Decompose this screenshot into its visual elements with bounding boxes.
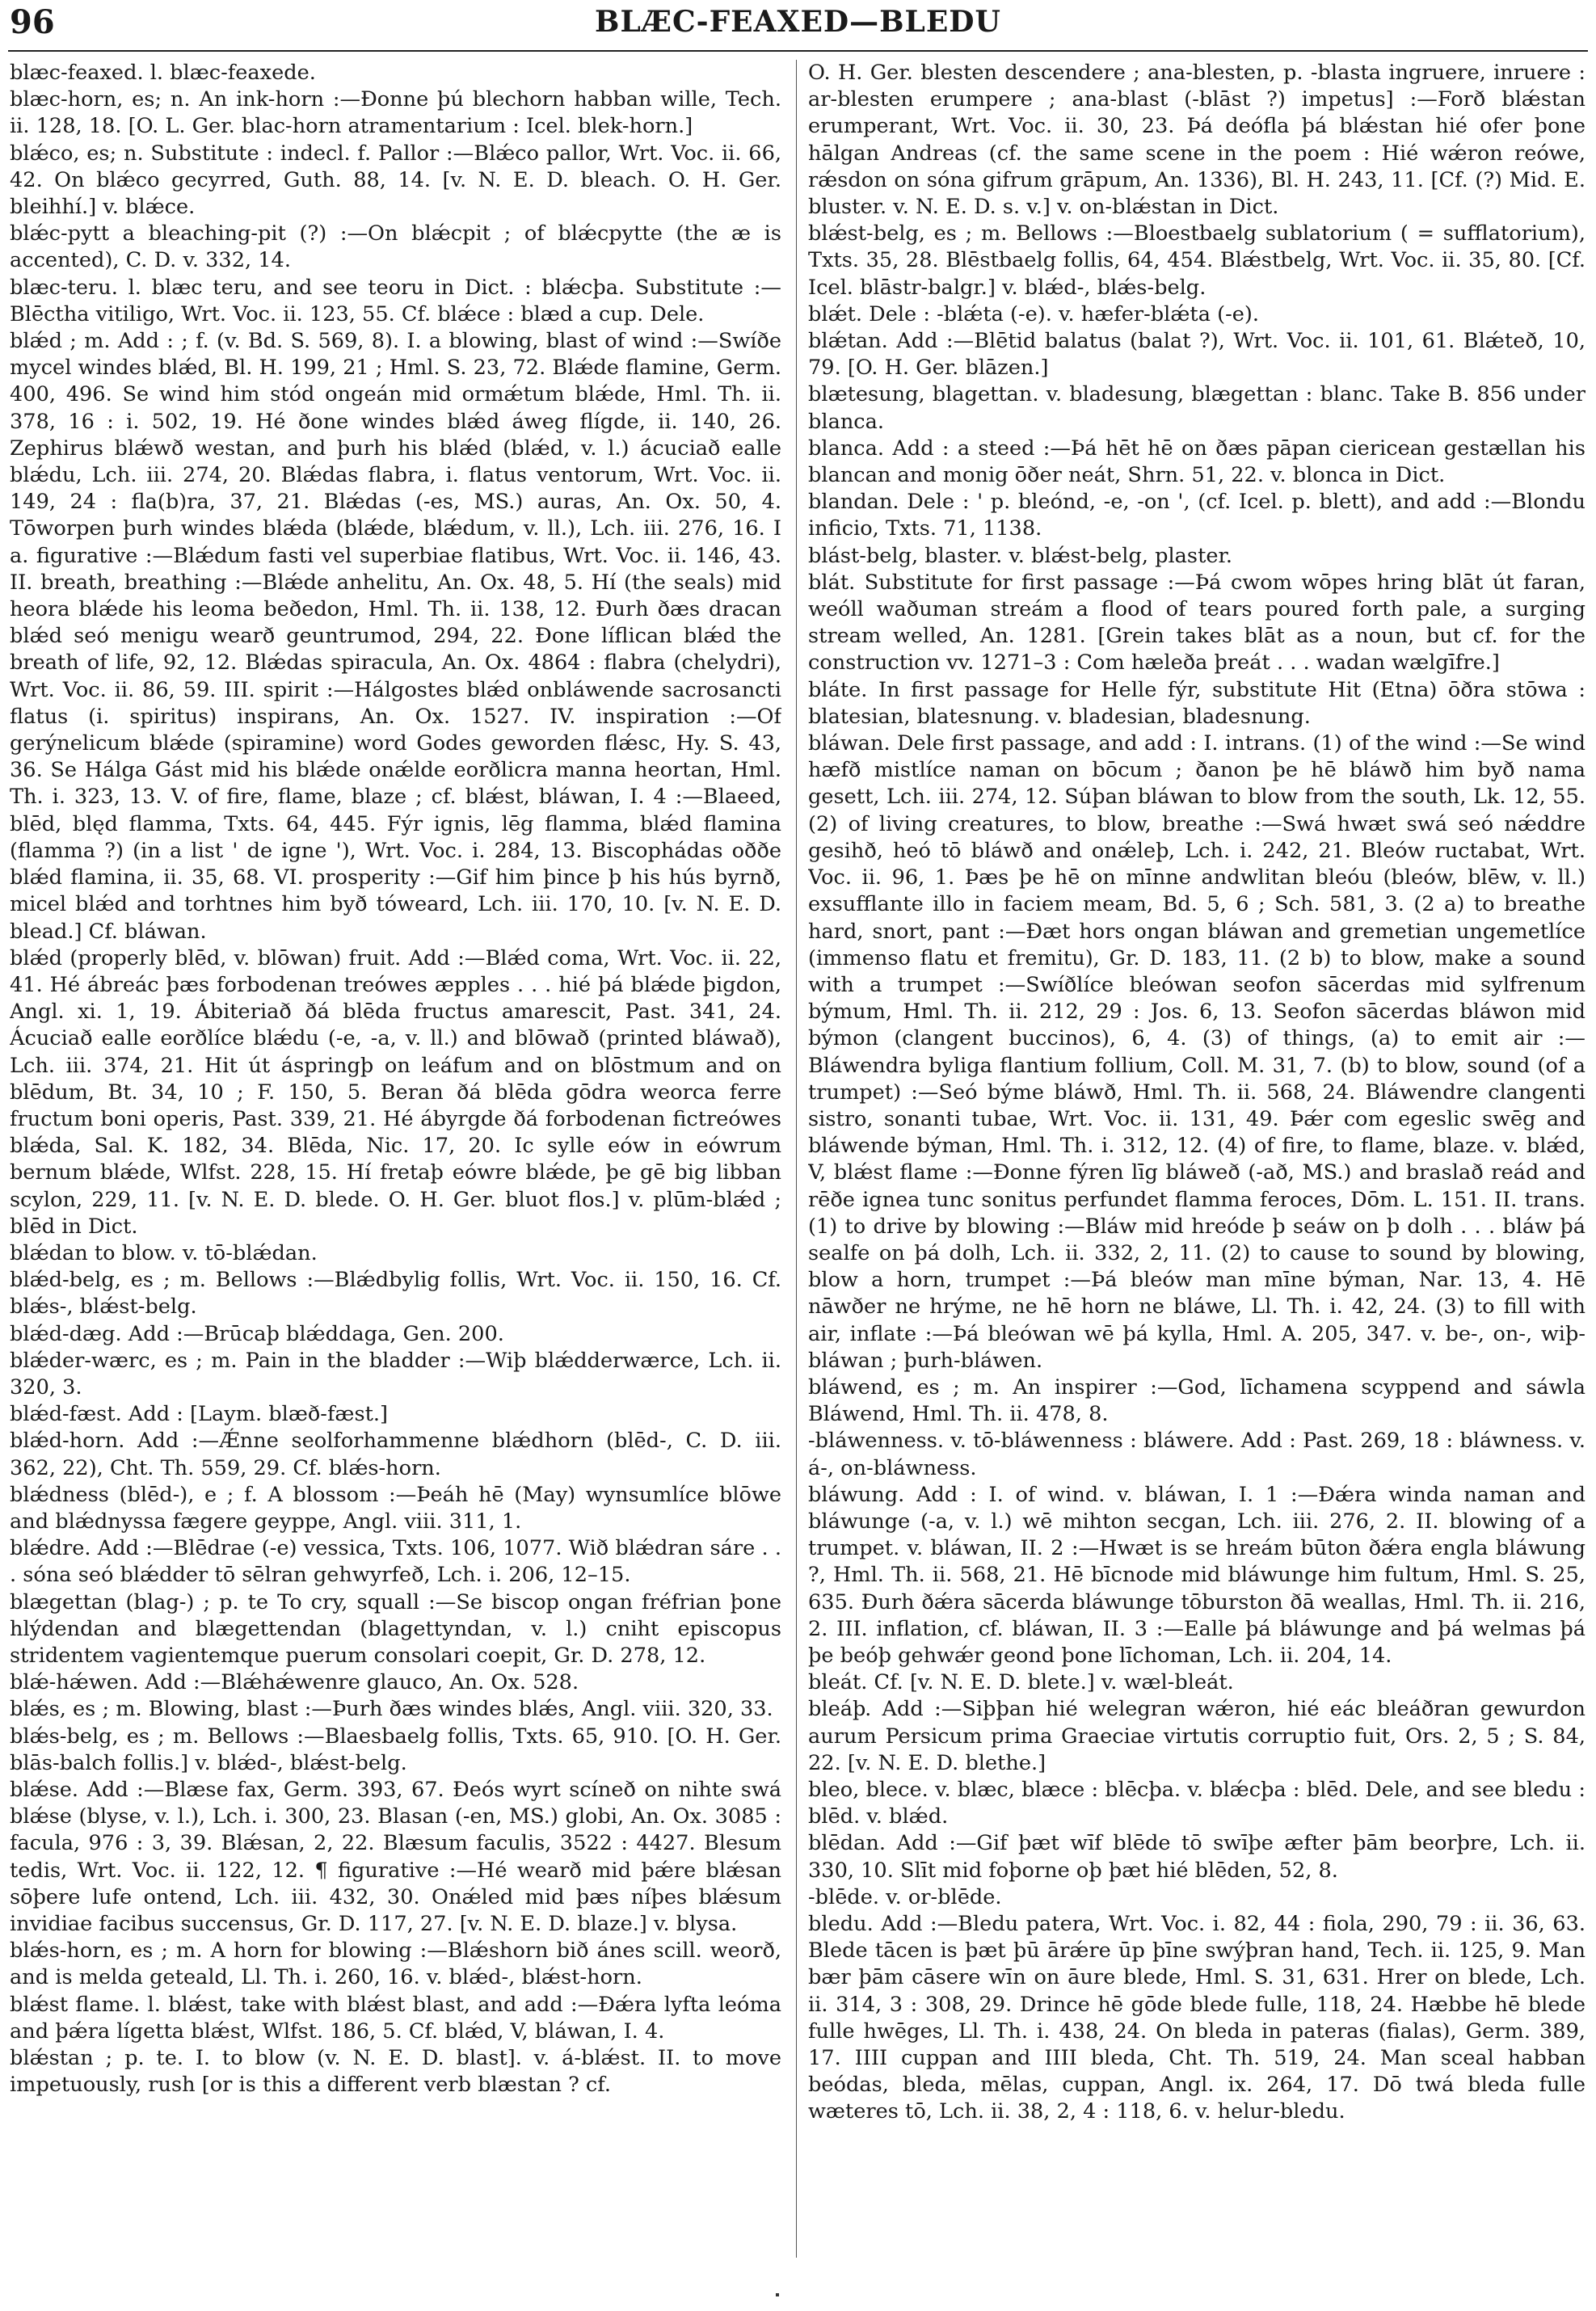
page-number: 96: [10, 3, 55, 41]
footer-mark: [776, 2293, 779, 2296]
entry-blaed-daeg: blǽd-dæg. Add :—Brūcaþ blǽddaga, Gen. 200.: [10, 1321, 504, 1346]
entry-bleo-blece: bleo, blece. v. blæc, blæce : blēcþa. v. blǽcþa : blēd. Dele, and see bledu : blēd. v. blǽd.: [808, 1778, 1585, 1829]
entry-blede: -blēde. v. or-blēde.: [808, 1884, 1002, 1909]
entry-blaet: blǽt. Dele : -blǽta (-e). v. hæfer-blǽta (-e).: [808, 301, 1260, 326]
entry-blanca: blanca. Add : a steed :—Þá hēt hē on ðæs pāpan ciericean gestællan his blancan and monig ōðer neát, Shrn. 51, 22. v. blonca in Dict.: [808, 436, 1585, 488]
entry-blawenness: -bláwenness. v. tō-bláwenness : bláwere. Add : Past. 269, 18 : bláwness. v. á-, on-bláwness.: [808, 1429, 1585, 1480]
entry-blaedre: blǽdre. Add :—Blēdrae (-e) vessica, Txts. 106, 1077. Wið blǽdran sáre . . . sóna seó blǽdder tō sēlran gehwyrfeð, Lch. i. 206, 12–15.: [10, 1536, 781, 1588]
entry-blaeco: blǽco, es; n. Substitute : indecl. f. Pallor :—Blǽco pallor, Wrt. Voc. ii. 66, 42. On blǽco gecyrred, Guth. 88, 14. [v. N. E. D. bleach. O. H. Ger. bleihhí.] v. blǽce.: [10, 141, 781, 220]
left-column: [10, 60, 781, 2274]
entry-blaestan: blǽstan ; p. te. I. to blow (v. N. E. D. blast]. v. á-blǽst. II. to move impetuously, rush [or is this a different verb blæstan ? cf.: [10, 2046, 781, 2098]
entry-blaeder-waerc: blǽder-wærc, es ; m. Pain in the bladder :—Wiþ blǽdderwærce, Lch. ii. 320, 3.: [10, 1348, 781, 1400]
entry-blaese: blǽse. Add :—Blæse fax, Germ. 393, 67. Ðeós wyrt scíneð on nihte swá blǽse (blyse, v. l.), Lch. i. 300, 23. Blasan (-en, MS.) globi, An. Ox. 3085 : facula, 976 : 3, 39. Blǽsan, 2, 22. Blæsum faculis, 3522 : 4427. Blesum tedis, Wrt. Voc. ii. 122, 12. ¶ figurative :—Hé wearð mid þǽre blǽsan sōþere lufe ontend, Lch. iii. 432, 30. Onǽled mid þæs níþes blǽsum invidiae facibus succensus, Gr. D. 117, 27. [v. N. E. D. blaze.] v. blysa.: [10, 1778, 781, 1937]
entry-blaest-belg: blǽst-belg, es ; m. Bellows :—Bloestbaelg sublatorium ( = sufflatorium), Txts. 35, 28. Blēstbaelg follis, 64, 454. Blǽstbelg, Wrt. Voc. ii. 35, 80. [Cf. Icel. blāstr-balgr.] v. blǽd-, blǽs-belg.: [808, 221, 1585, 300]
entry-blast-belg: blást-belg, blaster. v. blǽst-belg, plaster.: [808, 543, 1233, 568]
entry-blaed-faest: blǽd-fæst. Add : [Laym. blæð-fæst.]: [10, 1402, 389, 1427]
entry-blaec-horn: blæc-horn, es; n. An ink-horn :—Ðonne þú blechorn habban wille, Tech. ii. 128, 18. [O. L. Ger. blac-horn atramentarium : Icel. blek-horn.]: [10, 87, 781, 139]
entry-blawend: bláwend, es ; m. An inspirer :—God, līchamena scyppend and sáwla Bláwend, Hml. Th. ii. 478, 8.: [808, 1374, 1585, 1427]
entry-blaest-flame: blǽst flame. l. blǽst, take with blǽst blast, and add :—Ðǽra lyfta leóma and þǽra lígetta blǽst, Wlfst. 186, 5. Cf. blǽd, V, bláwan, I. 4.: [10, 1992, 781, 2044]
entry-blaed-horn: blǽd-horn. Add :—Ǽnne seolforhammenne blǽdhorn (blēd-, C. D. iii. 362, 22), Cht. Th. 559, 29. Cf. blǽs-horn.: [10, 1429, 781, 1480]
entry-blaedness: blǽdness (blēd-), e ; f. A blossom :—Þeáh hē (May) wynsumlíce blōwe and blǽdnyssa fægere geyppe, Angl. viii. 311, 1.: [10, 1482, 781, 1534]
entry-blaestan-cont: O. H. Ger. blesten descendere ; ana-blesten, p. -blasta ingruere, inruere : ar-blesten erumpere ; ana-blast (-blāst ?) impetus] :—Forð blǽstan erumperant, Wrt. Voc. ii. 30, 23. Þá deófla þá blǽstan hié ofer þone hālgan Andreas (cf. the same scene in the poem : Hié wǽron reówe, rǽsdon on sóna gifrum grāpum, An. 1336), Bl. H. 243, 11. [Cf. (?) Mid. E. bluster. v. N. E. D. s. v.] v. on-blǽstan in Dict.: [808, 61, 1585, 220]
entry-blaec-feaxed: blæc-feaxed. l. blæc-feaxede.: [10, 61, 316, 85]
entry-bledan: blēdan. Add :—Gif þæt wīf blēde tō swīþe æfter þām beorþre, Lch. ii. 330, 10. Slīt mid foþorne oþ þæt hié blēden, 52, 8.: [808, 1831, 1585, 1883]
entry-blaes-belg: blǽs-belg, es ; m. Bellows :—Blaesbaelg follis, Txts. 65, 910. [O. H. Ger. blās-balch follis.] v. blǽd-, blǽst-belg.: [10, 1724, 781, 1775]
entry-blandan: blandan. Dele : ' p. bleónd, -e, -on ', (cf. Icel. p. blett), and add :—Blondu inficio, Txts. 71, 1138.: [808, 490, 1585, 541]
entry-bleath: bleáþ. Add :—Siþþan hié welegran wǽron, hié eác bleáðran gewurdon aurum Persicum prima Graeciae virtutis corruptio fuit, Ors. 2, 5 ; S. 84, 22. [v. N. E. D. blethe.]: [808, 1697, 1585, 1775]
running-head: BLÆC-FEAXED—BLEDU: [595, 5, 1001, 39]
entry-blaed-fruit: blǽd (properly blēd, v. blōwan) fruit. Add :—Blǽd coma, Wrt. Voc. ii. 22, 41. Hé ábreác þæs forbodenan treówes æpples . . . hié þá blǽde þigdon, Angl. xi. 1, 19. Ábiteriað ðá blēda fructus amarescit, Past. 341, 24. Ácuciað ealle eorðlíce blǽdu (-e, -a, v. ll.) and blōwað (printed bláwað), Lch. iii. 374, 21. Hit út áspringþ on leáfum and on blōstmum and on blēdum, Bt. 34, 10 ; F. 150, 5. Beran ðá blēda gōdra weorca ferre fructum boni operis, Past. 339, 21. Hé ábyrgde ðá forbodenan fictreówes blǽda, Sal. K. 182, 34. Blēda, Nic. 17, 20. Ic sylle eów in eówrum bernum blǽde, Wlfst. 228, 15. Hí fretaþ eówre blǽde, þe gē big libban scylon, 229, 11. [v. N. E. D. blede. O. H. Ger. bluot flos.] v. plūm-blǽd ; blēd in Dict.: [10, 945, 781, 1239]
entry-blaedan: blǽdan to blow. v. tō-blǽdan.: [10, 1240, 318, 1265]
entry-blate: bláte. In first passage for Helle fýr, substitute Hit (Etna) ōðra stōwa : blatesian, blatesnung. v. bladesian, bladesnung.: [808, 677, 1585, 729]
entry-blaetesung: blætesung, blagettan. v. bladesung, blægettan : blanc. Take B. 856 under blanca.: [808, 382, 1585, 434]
entry-blaed-blast: blǽd ; m. Add : ; f. (v. Bd. S. 569, 8). I. a blowing, blast of wind :—Swíðe mycel windes blǽd, Bl. H. 199, 21 ; Hml. S. 23, 72. Blǽde flamine, Germ. 400, 496. Se wind him stód ongeán mid ormǽtum blǽde, Hml. Th. ii. 378, 16 : i. 502, 19. Hé ðone windes blǽd áweg flígde, ii. 140, 26. Zephirus blǽwð westan, and þurh his blǽd (blǽd, v. l.) ácuciað ealle blǽdu, Lch. iii. 274, 20. Blǽdas flabra, i. flatus ventorum, Wrt. Voc. ii. 149, 24 : fla(b)ra, 37, 21. Blǽdas (-es, MS.) auras, An. Ox. 50, 4. Tōworpen þurh windes blǽda (blǽde, blǽdum, v. ll.), Lch. iii. 276, 16. I a. figurative :—Blǽdum fasti vel superbiae flatibus, Wrt. Voc. ii. 146, 43. II. breath, breathing :—Blǽde anhelitu, An. Ox. 48, 5. Hí (the seals) mid heora blǽde his leoma beðedon, Hml. Th. ii. 138, 12. Ðurh ðæs dracan blǽd seó menigu wearð geuntrumod, 294, 22. Ðone líflican blǽd the breath of life, 92, 12. Blǽdas spiracula, An. Ox. 4864 : flabra (chelydri), Wrt. Voc. ii. 86, 59. III. spirit :—Hálgostes blǽd onbláwende sacrosancti flatus (i. spiritus) inspirans, An. Ox. 1527. IV. inspiration :—Of gerýnelicum blǽde (spiramine) word Godes geworden flǽsc, Hy. S. 43, 36. Se Hálga Gást mid his blǽde onǽlde eorðlicra manna heortan, Hml. Th. i. 323, 13. V. of fire, flame, blaze ; cf. blǽst, bláwan, I. 4 :—Blaeed, blēd, blęd flamma, Txts. 64, 445. Fýr ignis, lēg flamma, blǽd flamina (flamma ?) (in a list ' de igne '), Wrt. Voc. i. 284, 13. Biscophádas oððe blǽd flamina, ii. 35, 68. VI. prosperity :—Gif him þince þ his hús byrnð, micel blǽd and torhtnes him byð tóweard, Lch. iii. 170, 10. [v. N. E. D. blead.] Cf. bláwan.: [10, 329, 781, 944]
entry-blaed-belg: blǽd-belg, es ; m. Bellows :—Blǽdbylig follis, Wrt. Voc. ii. 150, 16. Cf. blǽs-, blǽst-belg.: [10, 1268, 781, 1320]
column-divider: [796, 60, 797, 2258]
entry-blaes: blǽs, es ; m. Blowing, blast :—Þurh ðæs windes blǽs, Angl. viii. 320, 33.: [10, 1697, 773, 1722]
entry-blae-haewen: blǽ-hǽwen. Add :—Blǽhǽwenre glauco, An. Ox. 528.: [10, 1670, 579, 1695]
entry-blaec-pytt: blǽc-pytt a bleaching-pit (?) :—On blǽcpit ; of blǽcpytte (the æ is accented), C. D. v. 332, 14.: [10, 221, 781, 273]
entry-blaec-teru: blæc-teru. l. blæc teru, and see teoru in Dict. : blǽcþa. Substitute :—Blēctha vitiligo, Wrt. Voc. ii. 123, 55. Cf. blǽce : blæd a cup. Dele.: [10, 275, 781, 326]
entry-bledu: bledu. Add :—Bledu patera, Wrt. Voc. i. 82, 44 : fiola, 290, 79 : ii. 36, 63. Blede tācen is þæt þū ārǽre ūp þīne swýþran hand, Tech. ii. 125, 9. Man bær þām cāsere wīn on āure blede, Hml. S. 31, 631. Hrer on blede, Lch. ii. 314, 3 : 308, 29. Drince hē gōde blede fulle, 118, 24. Hæbbe hē blede fulle hwēges, Ll. Th. i. 438, 24. On bleda in pateras (fialas), Germ. 389, 17. IIII cuppan and IIII bleda, Cht. Th. 519, 24. Man sceal habban beódas, bleda, mēlas, cuppan, Angl. ix. 264, 17. Dō twá bleda fulle wæteres tō, Lch. ii. 38, 2, 4 : 118, 6. v. helur-bledu.: [808, 1912, 1585, 2124]
entry-blaetan: blǽtan. Add :—Blētid balatus (balat ?), Wrt. Voc. ii. 101, 61. Blǽteð, 10, 79. [O. H. Ger. blāzen.]: [808, 329, 1585, 381]
entry-bleat: bleát. Cf. [v. N. E. D. blete.] v. wæl-bleát.: [808, 1670, 1234, 1695]
right-column: [808, 60, 1585, 2274]
entry-blat: blát. Substitute for first passage :—Þá cwom wōpes hring blāt út faran, weóll waðuman streám a flood of tears poured forth pale, a surging stream welled, An. 1281. [Grein takes blāt as a noun, but cf. for the construction vv. 1271–3 : Com hæleða þreát . . . wadan wælgīfre.]: [808, 570, 1585, 676]
entry-blaes-horn: blǽs-horn, es ; m. A horn for blowing :—Blǽshorn bið ánes scill. weorð, and is melda geteald, Ll. Th. i. 260, 16. v. blǽd-, blǽst-horn.: [10, 1938, 781, 1990]
entry-blawan: bláwan. Dele first passage, and add : I. intrans. (1) of the wind :—Se wind hæfð mistlíce naman on bōcum ; ðanon þe hē bláwð him byð nama gesett, Lch. iii. 274, 12. Súþan bláwan to blow from the south, Lk. 12, 55. (2) of living creatures, to blow, breathe :—Swá hwæt swá seó nǽddre gesihð, heó tō bláwð and onǽleþ, Lch. i. 242, 21. Bleów ructabat, Wrt. Voc. ii. 96, 1. Þæs þe hē on mīnne andwlitan bleóu (bleów, blēw, v. ll.) exsufflante illo in faciem meam, Bd. 5, 6 ; Sch. 581, 3. (2 a) to breathe hard, snort, pant :—Ðæt hors ongan bláwan and gremetian ungemetlíce (immenso flatu et fremitu), Gr. D. 183, 11. (2 b) to blow, make a sound with a trumpet :—Swíðlíce bleówan seofon sācerdas mid sylfrenum býmum, Hml. Th. ii. 212, 29 : Jos. 6, 13. Seofon sācerdas bláwon mid býmon (clangent buccinos), 6, 4. (3) of things, (a) to emit air :—Bláwendra byliga flantium follium, Coll. M. 31, 7. (b) to blow, sound (of a trumpet) :—Seó býme bláwð, Hml. Th. ii. 568, 24. Bláwendre clangenti sistro, sonanti tubae, Wrt. Voc. ii. 131, 49. Þǽr com egeslic swēg and bláwende býman, Hml. Th. i. 312, 12. (4) of fire, to flame, blaze. v. blǽd, V, blǽst flame :—Ðonne fýren līg bláweð (-að, MS.) and braslað reád and rēðe ignea tunc sonitus perfundet flamma feroces, Dōm. L. 151. II. trans. (1) to drive by blowing :—Bláw mid hreóde þ seáw on þ dolh . . . bláw þá sealfe on þá dolh, Lch. ii. 332, 2, 11. (2) to cause to sound by blowing, blow a horn, trumpet :—Þá bleów man mīne býman, Nar. 13, 4. Hē nāwðer ne hrýme, ne hē horn ne bláwe, Ll. Th. i. 42, 24. (3) to fill with air, inflate :—Þá bleówan wē þá kylla, Hml. A. 205, 347. v. be-, on-, wiþ-bláwan ; þurh-bláwen.: [808, 731, 1585, 1373]
entry-blaegettan: blægettan (blag-) ; p. te To cry, squall :—Se biscop ongan fréfrian þone hlýdendan and blægettendan (blagettyndan, v. l.) cniht episcopus stridentem vagientemque puerum consolari coepit, Gr. D. 278, 12.: [10, 1589, 781, 1668]
header-rule: [8, 50, 1588, 52]
entry-blawung: bláwung. Add : I. of wind. v. bláwan, I. 1 :—Ðǽra winda naman and bláwunge (-a, v. l.) wē mihton secgan, Lch. iii. 276, 2. II. blowing of a trumpet. v. bláwan, II. 2 :—Hwæt is se hreám būton ðǽra engla bláwung ?, Hml. Th. ii. 568, 21. Hē bīcnode mid bláwunge him fultum, Hml. S. 25, 635. Ðurh ðǽra sācerda bláwunge tōburston ðā weallas, Hml. Th. ii. 216, 2. III. inflation, cf. bláwan, II. 3 :—Ealle þá bláwunge and þá welmas þá þe beóþ gehwǽr geond þone līchoman, Lch. ii. 204, 14.: [808, 1482, 1585, 1668]
